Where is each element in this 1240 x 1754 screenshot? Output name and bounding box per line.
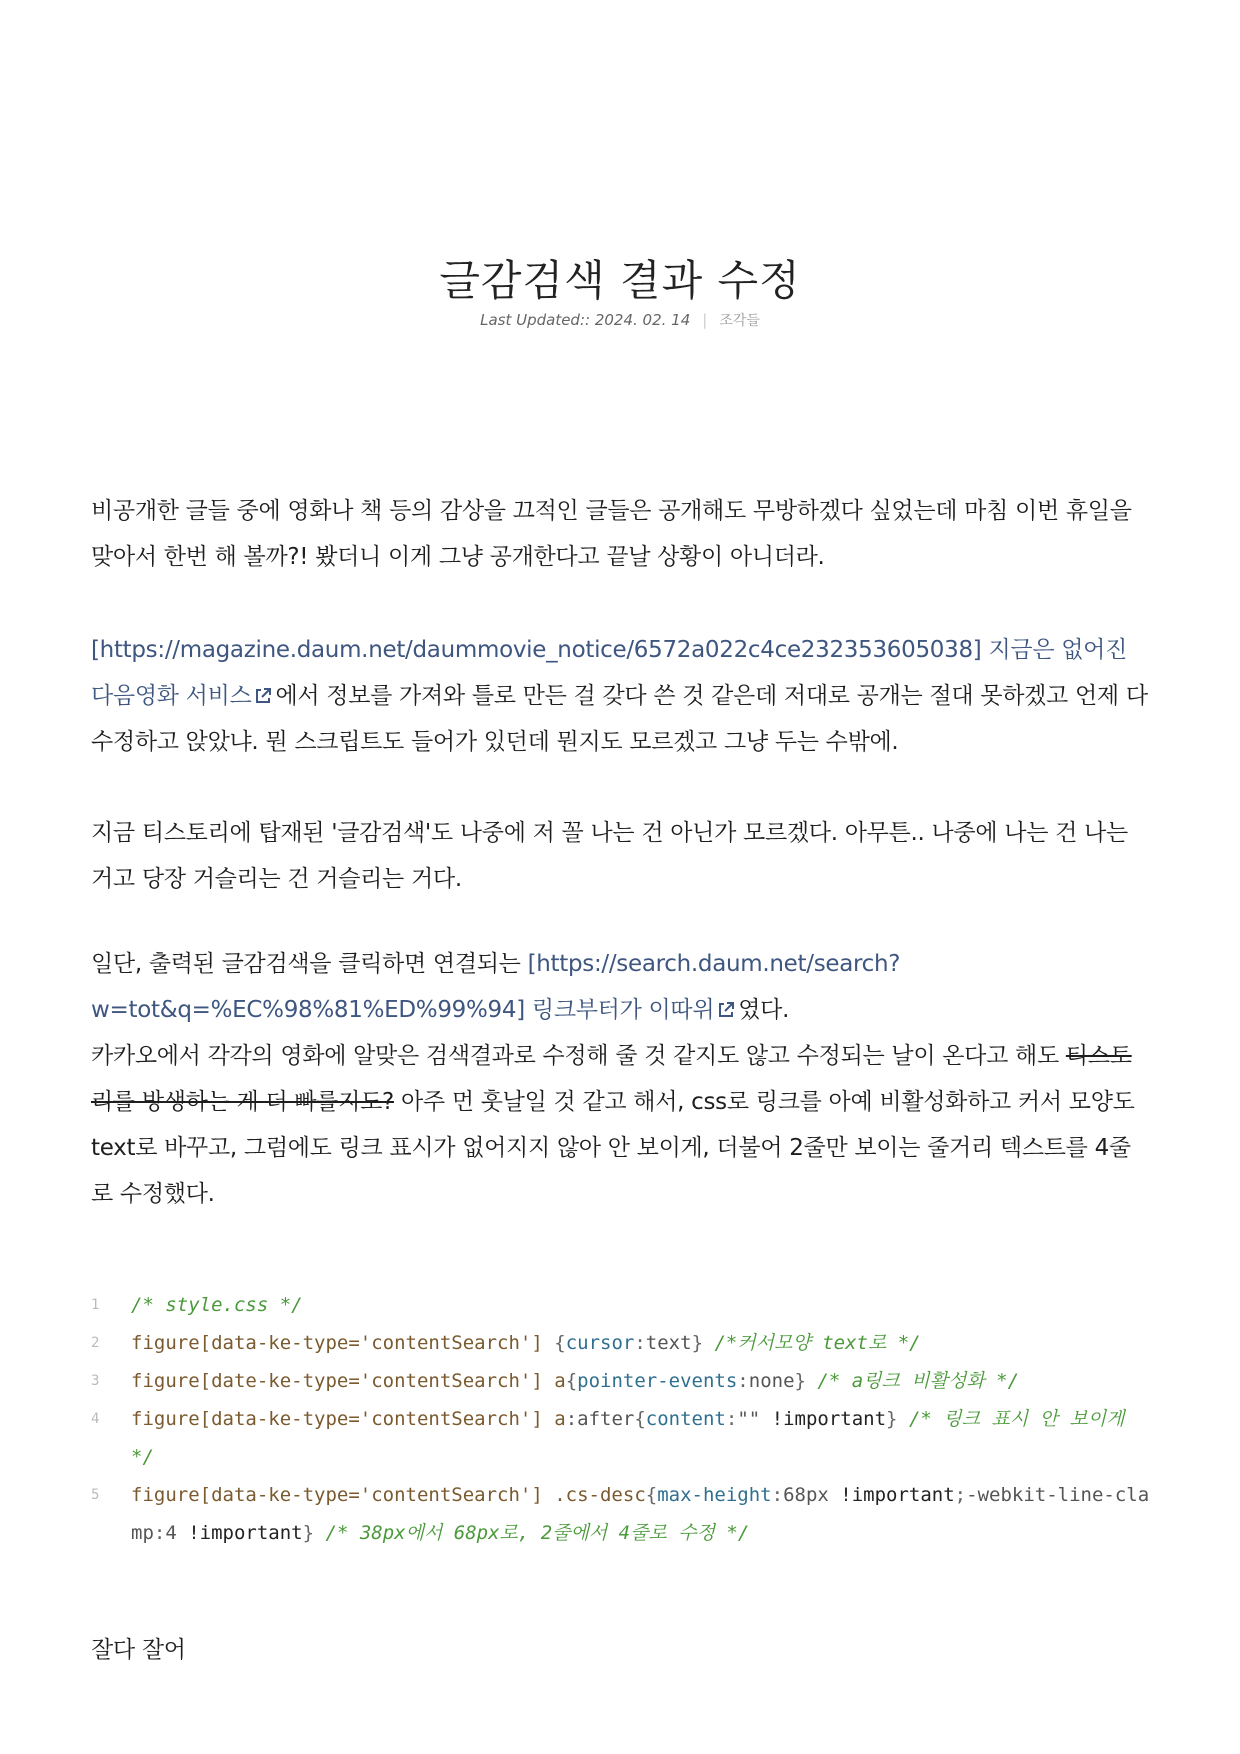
code-comment: /* style.css */: [131, 1294, 303, 1316]
external-link-icon[interactable]: [716, 1000, 736, 1020]
line-number: 1: [91, 1297, 100, 1313]
daum-search-link[interactable]: [https://search.daum.net/search?w=tot&q=%EC%98%81%ED%99%94] 링크부터가 이따위: [91, 951, 901, 1023]
paragraph-text: 잘다 잘어: [91, 1637, 186, 1663]
paragraph-text: 지금 티스토리에 탑재된 '글감검색'도 나중에 저 꼴 나는 건 아닌가 모르겠다. 아무튼.. 나중에 나는 건 나는 거고 당장 거슬리는 건 거슬리는 거다.: [91, 820, 1128, 892]
paragraph-text: 카카오에서 각각의 영화에 알맞은 검색결과로 수정해 줄 것 같지도 않고 수정되는 날이 온다고 해도: [91, 1043, 1066, 1069]
code-selector: figure[data-ke-type='contentSearch'] .cs-desc: [131, 1484, 646, 1506]
code-line: 4 figure[data-ke-type='contentSearch'] a:after{content:"" !important} /* 링크 표시 안 보이게 */: [91, 1400, 1151, 1476]
paragraph-text: 비공개한 글들 중에 영화나 책 등의 감상을 끄적인 글들은 공개해도 무방하겠다 싶었는데 마침 이번 휴일을 맞아서 한번 해 볼까?! 봤더니 이게 그냥 공개한다고 끝날 상황이 아니더라.: [91, 498, 1132, 570]
paragraph-intro: [91, 488, 1151, 580]
code-line: [91, 1286, 1151, 1324]
code-value: none: [748, 1370, 795, 1392]
code-line: 5 figure[data-ke-type='contentSearch'] .cs-desc{max-height:68px !important;-webkit-line-clamp:4 !important} /* 38px에서 68px로, 2줄에서 4줄로 수정 */: [91, 1476, 1151, 1552]
line-number: 3: [91, 1373, 100, 1389]
daum-movie-link[interactable]: [https://magazine.daum.net/daummovie_notice/6572a022c4ce232353605038] 지금은 없어진 다음영화 서비스: [91, 637, 1128, 709]
code-selector: figure[date-ke-type='contentSearch'] a: [131, 1370, 566, 1392]
code-comment: /* 38px에서 68px로, 2줄에서 4줄로 수정 */: [314, 1522, 750, 1544]
external-link-icon[interactable]: [253, 686, 273, 706]
paragraph-daum-movie: [91, 627, 1151, 765]
code-selector: figure[data-ke-type='contentSearch']: [131, 1332, 543, 1354]
paragraph-tistory: [91, 810, 1151, 902]
paragraph-text: 일단, 출력된 글감검색을 클릭하면 연결되는: [91, 951, 528, 977]
strikethrough-text: 티스토리를 방생하는 게 더 빠를지도?: [91, 1043, 1132, 1115]
code-value: 4: [165, 1522, 177, 1544]
paragraph-text: 였다.: [738, 997, 790, 1023]
code-value: 68px: [783, 1484, 829, 1506]
paragraph-text: 에서 정보를 가져와 틀로 만든 걸 갖다 쓴 것 같은데 저대로 공개는 절대 못하겠고 언제 다 수정하고 앉았냐. 뭔 스크립트도 들어가 있던데 뭔지도 모르겠고 그냥 두는 수밖에.: [91, 683, 1148, 755]
code-comment: /*커서모양 text로 */: [703, 1332, 921, 1354]
code-block: [91, 1286, 1151, 1552]
line-number: 5: [91, 1487, 100, 1503]
last-updated: Last Updated:: 2024. 02. 14: [480, 311, 691, 329]
code-value: text: [645, 1332, 692, 1354]
line-number: 2: [91, 1335, 100, 1351]
code-selector: figure[data-ke-type='contentSearch'] a: [131, 1408, 566, 1430]
code-property: content: [645, 1408, 726, 1430]
category-link[interactable]: 조각들: [719, 313, 760, 329]
code-value: "": [737, 1408, 761, 1430]
post-meta: [0, 310, 1240, 330]
post-title: 글감검색 결과 수정: [439, 256, 801, 305]
paragraph-search-link: [91, 941, 1151, 1217]
line-number: 4: [91, 1411, 100, 1427]
code-property: pointer-events: [577, 1370, 738, 1392]
paragraph-text: 아주 먼 훗날일 것 같고 해서, css로 링크를 아예 비활성화하고 커서 모양도 text로 바꾸고, 그럼에도 링크 표시가 없어지지 않아 안 보이게, 더불어 2줄만 보이는 줄거리 텍스트를 4줄로 수정했다.: [91, 1089, 1135, 1207]
code-property: cursor: [565, 1332, 635, 1354]
code-line: 3 figure[date-ke-type='contentSearch'] a{pointer-events:none} /* a링크 비활성화 */: [91, 1362, 1151, 1400]
code-property: -webkit-line-clamp: [131, 1484, 1150, 1544]
code-property: max-height: [657, 1484, 772, 1506]
code-comment: /* 링크 표시 안 보이게 */: [131, 1408, 1136, 1468]
code-comment: /* a링크 비활성화 */: [805, 1370, 1020, 1392]
code-line: 2 figure[data-ke-type='contentSearch'] {cursor:text} /*커서모양 text로 */: [91, 1324, 1151, 1362]
paragraph-closing: [91, 1627, 1151, 1673]
meta-separator: |: [702, 311, 708, 329]
